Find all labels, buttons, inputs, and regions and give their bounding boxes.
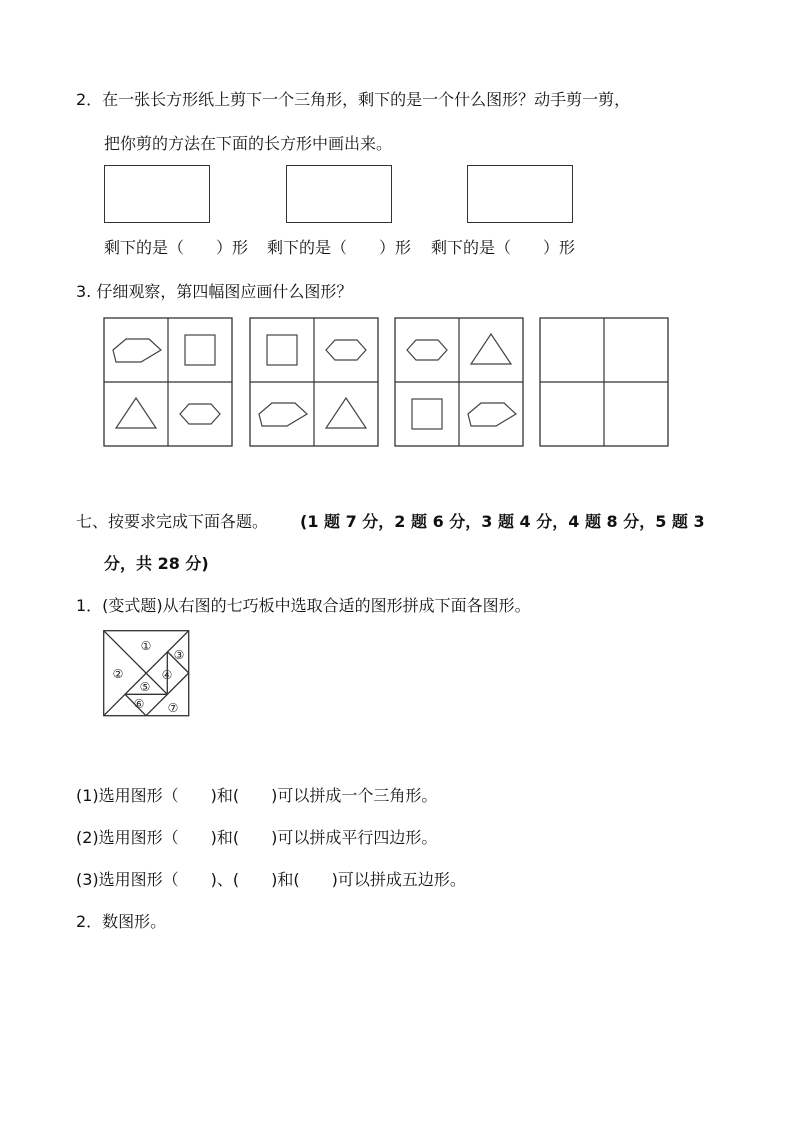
square-shape <box>185 335 215 365</box>
pentagon-shape <box>259 403 307 426</box>
q2-line1: 2．在一张长方形纸上剪下一个三角形，剩下的是一个什么图形？动手剪一剪， <box>76 90 631 109</box>
tangram-label-6: ⑥ <box>133 697 145 711</box>
drawing-rectangle-1[interactable] <box>104 165 210 223</box>
pentagon-shape <box>113 339 161 362</box>
section7-score-line1: (1 题 7 分，2 题 6 分，3 题 4 分，4 题 8 分，5 题 3 <box>300 512 705 531</box>
triangle-shape <box>116 398 156 428</box>
section7-heading: 七、按要求完成下面各题。 <box>76 512 269 531</box>
drawing-rectangle-2[interactable] <box>286 165 392 223</box>
tangram-label-7: ⑦ <box>167 701 179 715</box>
hexagon-shape <box>407 340 447 360</box>
pattern-grids <box>0 312 800 452</box>
p1-title: 1．(变式题)从右图的七巧板中选取合适的图形拼成下面各图形。 <box>76 596 531 615</box>
q2-answer-3: 剩下的是（ ）形 <box>431 238 576 257</box>
pentagon-shape <box>468 403 516 426</box>
square-shape <box>412 399 442 429</box>
p1-sub1: (1)选用图形（ )和( )可以拼成一个三角形。 <box>76 786 438 805</box>
tangram-label-1: ① <box>140 639 152 653</box>
section7-score-line2: 分，共 28 分) <box>104 554 209 573</box>
tangram-figure <box>103 630 193 718</box>
square-shape <box>267 335 297 365</box>
tangram-label-2: ② <box>112 667 124 681</box>
tangram-label-4: ④ <box>161 668 173 682</box>
p1-sub3: (3)选用图形（ )、( )和( )可以拼成五边形。 <box>76 870 466 889</box>
hexagon-shape <box>180 404 220 424</box>
p2-title: 2．数图形。 <box>76 912 167 931</box>
q3-title: 3. 仔细观察，第四幅图应画什么图形？ <box>76 282 353 301</box>
triangle-shape <box>326 398 366 428</box>
triangle-shape <box>471 334 511 364</box>
q2-line2: 把你剪的方法在下面的长方形中画出来。 <box>104 134 393 153</box>
p1-sub2: (2)选用图形（ )和( )可以拼成平行四边形。 <box>76 828 438 847</box>
tangram-label-3: ③ <box>173 648 185 662</box>
tangram-line <box>104 694 125 715</box>
q2-answer-2: 剩下的是（ ）形 <box>267 238 412 257</box>
tangram-label-5: ⑤ <box>139 680 151 694</box>
hexagon-shape <box>326 340 366 360</box>
q2-answer-1: 剩下的是（ ）形 <box>104 238 249 257</box>
drawing-rectangle-3[interactable] <box>467 165 573 223</box>
